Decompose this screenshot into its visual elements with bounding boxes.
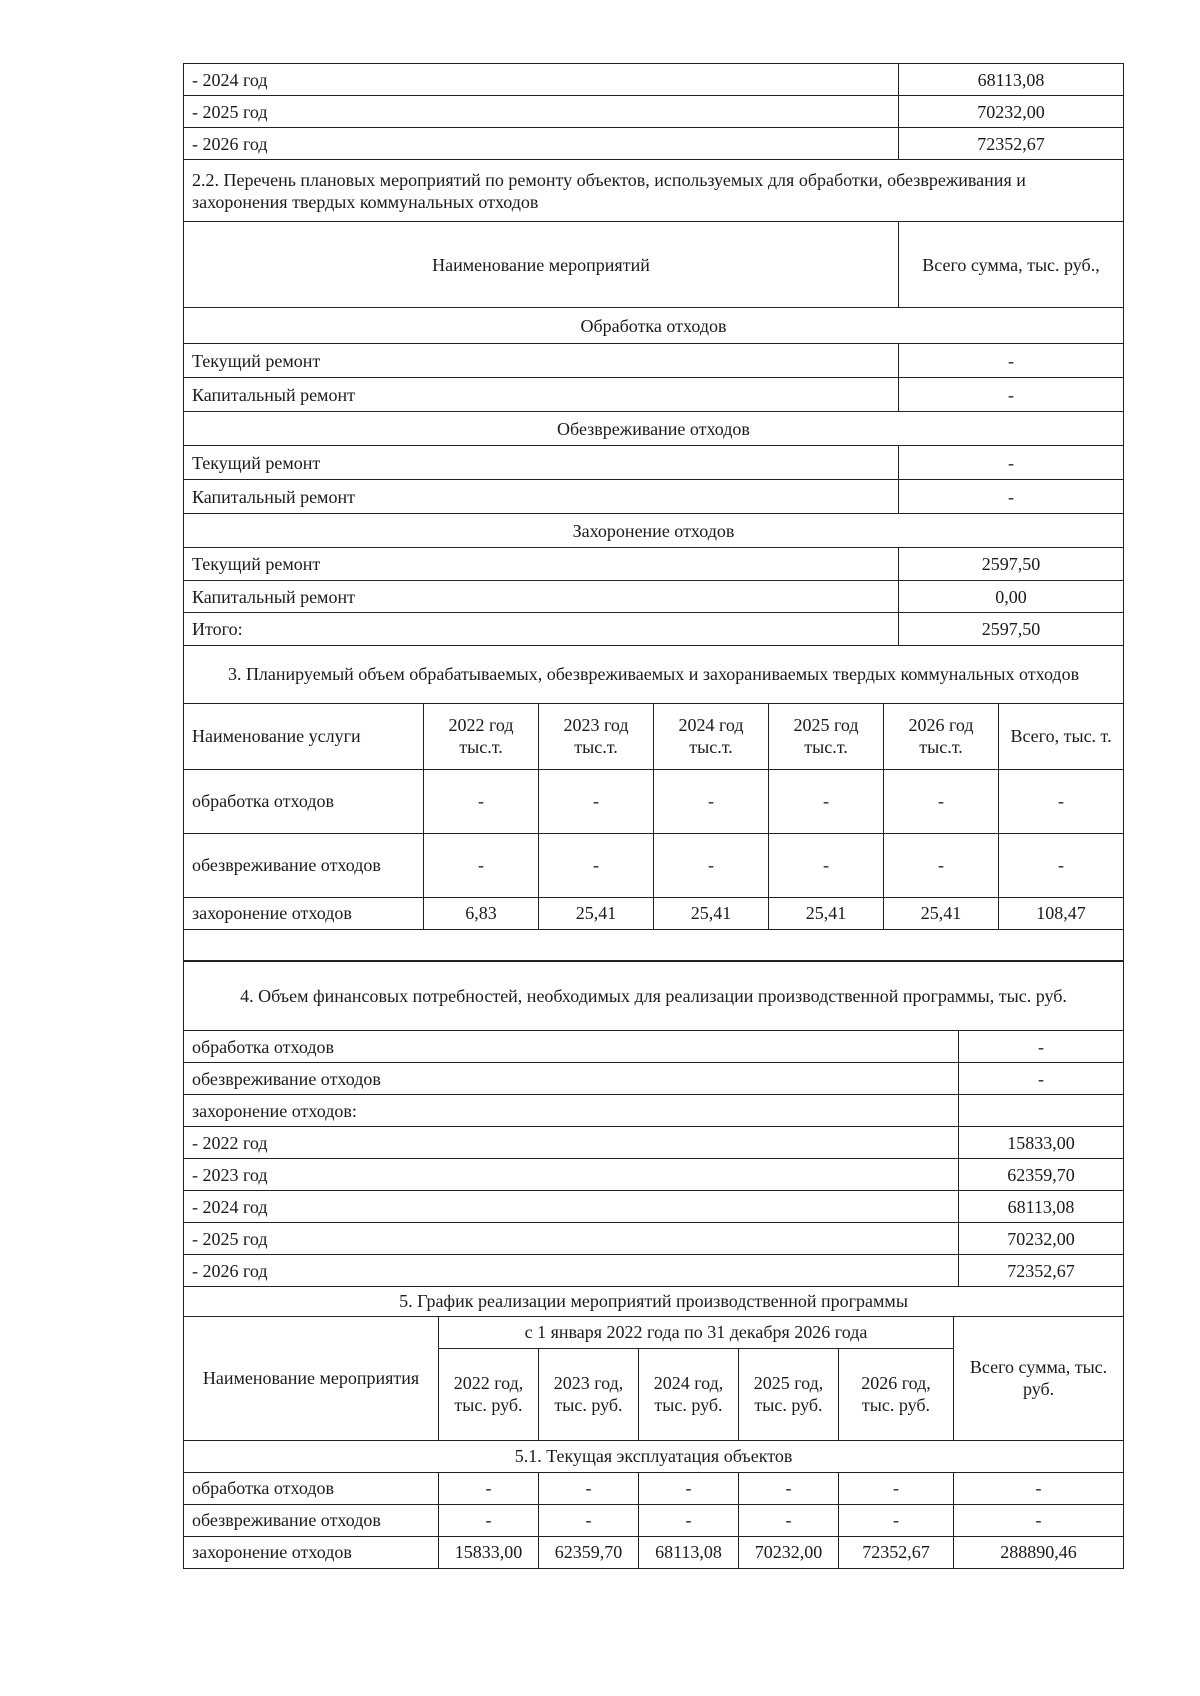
row-label: - 2025 год	[184, 96, 899, 128]
year-header: 2022 год, тыс. руб.	[439, 1348, 539, 1440]
year-header: 2026 год, тыс. руб.	[839, 1348, 954, 1440]
cell: -	[654, 769, 769, 833]
row-value: 68113,08	[959, 1191, 1124, 1223]
row-label: обезвреживание отходов	[184, 833, 424, 897]
year-header: 2025 год, тыс. руб.	[739, 1348, 839, 1440]
row-label: - 2024 год	[184, 1191, 959, 1223]
row-label: - 2022 год	[184, 1127, 959, 1159]
section-2-2-title: 2.2. Перечень плановых мероприятий по ремонту объектов, используемых для обработки, обезвреживания и захоронения твердых коммунальных отходов	[184, 160, 1124, 222]
cell: -	[739, 1472, 839, 1504]
cell: 25,41	[769, 897, 884, 929]
table-row	[184, 581, 1124, 613]
schedule-table	[183, 1286, 1124, 1569]
cell: -	[639, 1504, 739, 1536]
table-row	[184, 1159, 1124, 1191]
column-header-name: Наименование мероприятий	[184, 222, 899, 308]
document-page	[183, 63, 1123, 1569]
cell: 25,41	[539, 897, 654, 929]
row-value	[959, 1095, 1124, 1127]
group-title: Обезвреживание отходов	[184, 412, 1124, 446]
total-label: Итого:	[184, 613, 899, 646]
cell: -	[439, 1504, 539, 1536]
row-label: Капитальный ремонт	[184, 581, 899, 613]
row-value: 15833,00	[959, 1127, 1124, 1159]
section-5-1-title: 5.1. Текущая эксплуатация объектов	[184, 1440, 1124, 1472]
column-header: Наименование услуги	[184, 703, 424, 769]
table-row	[184, 96, 1124, 128]
row-label: Текущий ремонт	[184, 548, 899, 581]
row-label: - 2023 год	[184, 1159, 959, 1191]
row-label: Капитальный ремонт	[184, 378, 899, 412]
column-header: 2024 год тыс.т.	[654, 703, 769, 769]
cell: -	[884, 833, 999, 897]
cell: 6,83	[424, 897, 539, 929]
table-row	[184, 344, 1124, 378]
row-label: Капитальный ремонт	[184, 480, 899, 514]
row-label: обработка отходов	[184, 1031, 959, 1063]
cell: -	[769, 769, 884, 833]
column-header-total: Всего сумма, тыс. руб.	[954, 1316, 1124, 1440]
table-row	[184, 1031, 1124, 1063]
table-row	[184, 769, 1124, 833]
row-label: обезвреживание отходов	[184, 1063, 959, 1095]
row-value: -	[899, 446, 1124, 480]
table-row	[184, 1255, 1124, 1287]
row-value: 0,00	[899, 581, 1124, 613]
table-row	[184, 1191, 1124, 1223]
table-row	[184, 1223, 1124, 1255]
empty-row	[184, 929, 1124, 961]
cell: -	[539, 1472, 639, 1504]
cell: -	[739, 1504, 839, 1536]
total-value: 2597,50	[899, 613, 1124, 646]
table-row	[184, 64, 1124, 96]
row-label: - 2025 год	[184, 1223, 959, 1255]
cell: 62359,70	[539, 1536, 639, 1568]
cell: 288890,46	[954, 1536, 1124, 1568]
group-title: Захоронение отходов	[184, 514, 1124, 548]
cell: -	[999, 833, 1124, 897]
cell: -	[954, 1472, 1124, 1504]
row-value: 70232,00	[959, 1223, 1124, 1255]
row-value: 72352,67	[899, 128, 1124, 160]
table-row	[184, 1472, 1124, 1504]
row-label: Текущий ремонт	[184, 344, 899, 378]
table-row	[184, 128, 1124, 160]
row-label: обработка отходов	[184, 769, 424, 833]
cell: -	[424, 833, 539, 897]
table-row	[184, 1127, 1124, 1159]
row-value: -	[899, 480, 1124, 514]
cell: 25,41	[654, 897, 769, 929]
table-row	[184, 446, 1124, 480]
table-row	[184, 1095, 1124, 1127]
cell: -	[539, 769, 654, 833]
table-row	[184, 833, 1124, 897]
column-header: Всего, тыс. т.	[999, 703, 1124, 769]
row-value: 62359,70	[959, 1159, 1124, 1191]
finance-table	[183, 960, 1124, 1287]
table-row	[184, 378, 1124, 412]
section-4-title: 4. Объем финансовых потребностей, необходимых для реализации производственной программы, тыс. руб.	[184, 961, 1124, 1031]
column-header: 2026 год тыс.т.	[884, 703, 999, 769]
row-value: 68113,08	[899, 64, 1124, 96]
repair-table	[183, 63, 1124, 646]
row-value: 72352,67	[959, 1255, 1124, 1287]
row-label: - 2026 год	[184, 1255, 959, 1287]
cell: -	[539, 1504, 639, 1536]
cell: -	[839, 1504, 954, 1536]
row-value: -	[959, 1063, 1124, 1095]
table-row	[184, 1504, 1124, 1536]
row-label: захоронение отходов	[184, 1536, 439, 1568]
cell: 25,41	[884, 897, 999, 929]
section-3-title: 3. Планируемый объем обрабатываемых, обезвреживаемых и захораниваемых твердых коммунальных отходов	[184, 645, 1124, 703]
table-row	[184, 1536, 1124, 1568]
cell: -	[654, 833, 769, 897]
row-label: - 2026 год	[184, 128, 899, 160]
row-value: -	[959, 1031, 1124, 1063]
cell: 68113,08	[639, 1536, 739, 1568]
cell: -	[884, 769, 999, 833]
table-row	[184, 897, 1124, 929]
row-label: захоронение отходов:	[184, 1095, 959, 1127]
period-header: с 1 января 2022 года по 31 декабря 2026 года	[439, 1316, 954, 1348]
cell: -	[639, 1472, 739, 1504]
column-header: 2022 год тыс.т.	[424, 703, 539, 769]
cell: -	[839, 1472, 954, 1504]
volume-table	[183, 645, 1124, 962]
row-value: 2597,50	[899, 548, 1124, 581]
cell: -	[769, 833, 884, 897]
row-value: 70232,00	[899, 96, 1124, 128]
row-label: захоронение отходов	[184, 897, 424, 929]
table-row	[184, 480, 1124, 514]
section-5-title: 5. График реализации мероприятий производственной программы	[184, 1286, 1124, 1316]
column-header: 2025 год тыс.т.	[769, 703, 884, 769]
column-header: 2023 год тыс.т.	[539, 703, 654, 769]
cell: 70232,00	[739, 1536, 839, 1568]
year-header: 2024 год, тыс. руб.	[639, 1348, 739, 1440]
row-label: - 2024 год	[184, 64, 899, 96]
group-title: Обработка отходов	[184, 308, 1124, 344]
row-value: -	[899, 344, 1124, 378]
cell: -	[424, 769, 539, 833]
row-label: обработка отходов	[184, 1472, 439, 1504]
cell: -	[999, 769, 1124, 833]
column-header-name: Наименование мероприятия	[184, 1316, 439, 1440]
row-label: Текущий ремонт	[184, 446, 899, 480]
cell: 108,47	[999, 897, 1124, 929]
column-header-sum: Всего сумма, тыс. руб.,	[899, 222, 1124, 308]
row-value: -	[899, 378, 1124, 412]
cell: -	[954, 1504, 1124, 1536]
cell: 72352,67	[839, 1536, 954, 1568]
table-row	[184, 613, 1124, 646]
row-label: обезвреживание отходов	[184, 1504, 439, 1536]
year-header: 2023 год, тыс. руб.	[539, 1348, 639, 1440]
cell: 15833,00	[439, 1536, 539, 1568]
cell: -	[539, 833, 654, 897]
cell: -	[439, 1472, 539, 1504]
table-row	[184, 1063, 1124, 1095]
table-row	[184, 548, 1124, 581]
